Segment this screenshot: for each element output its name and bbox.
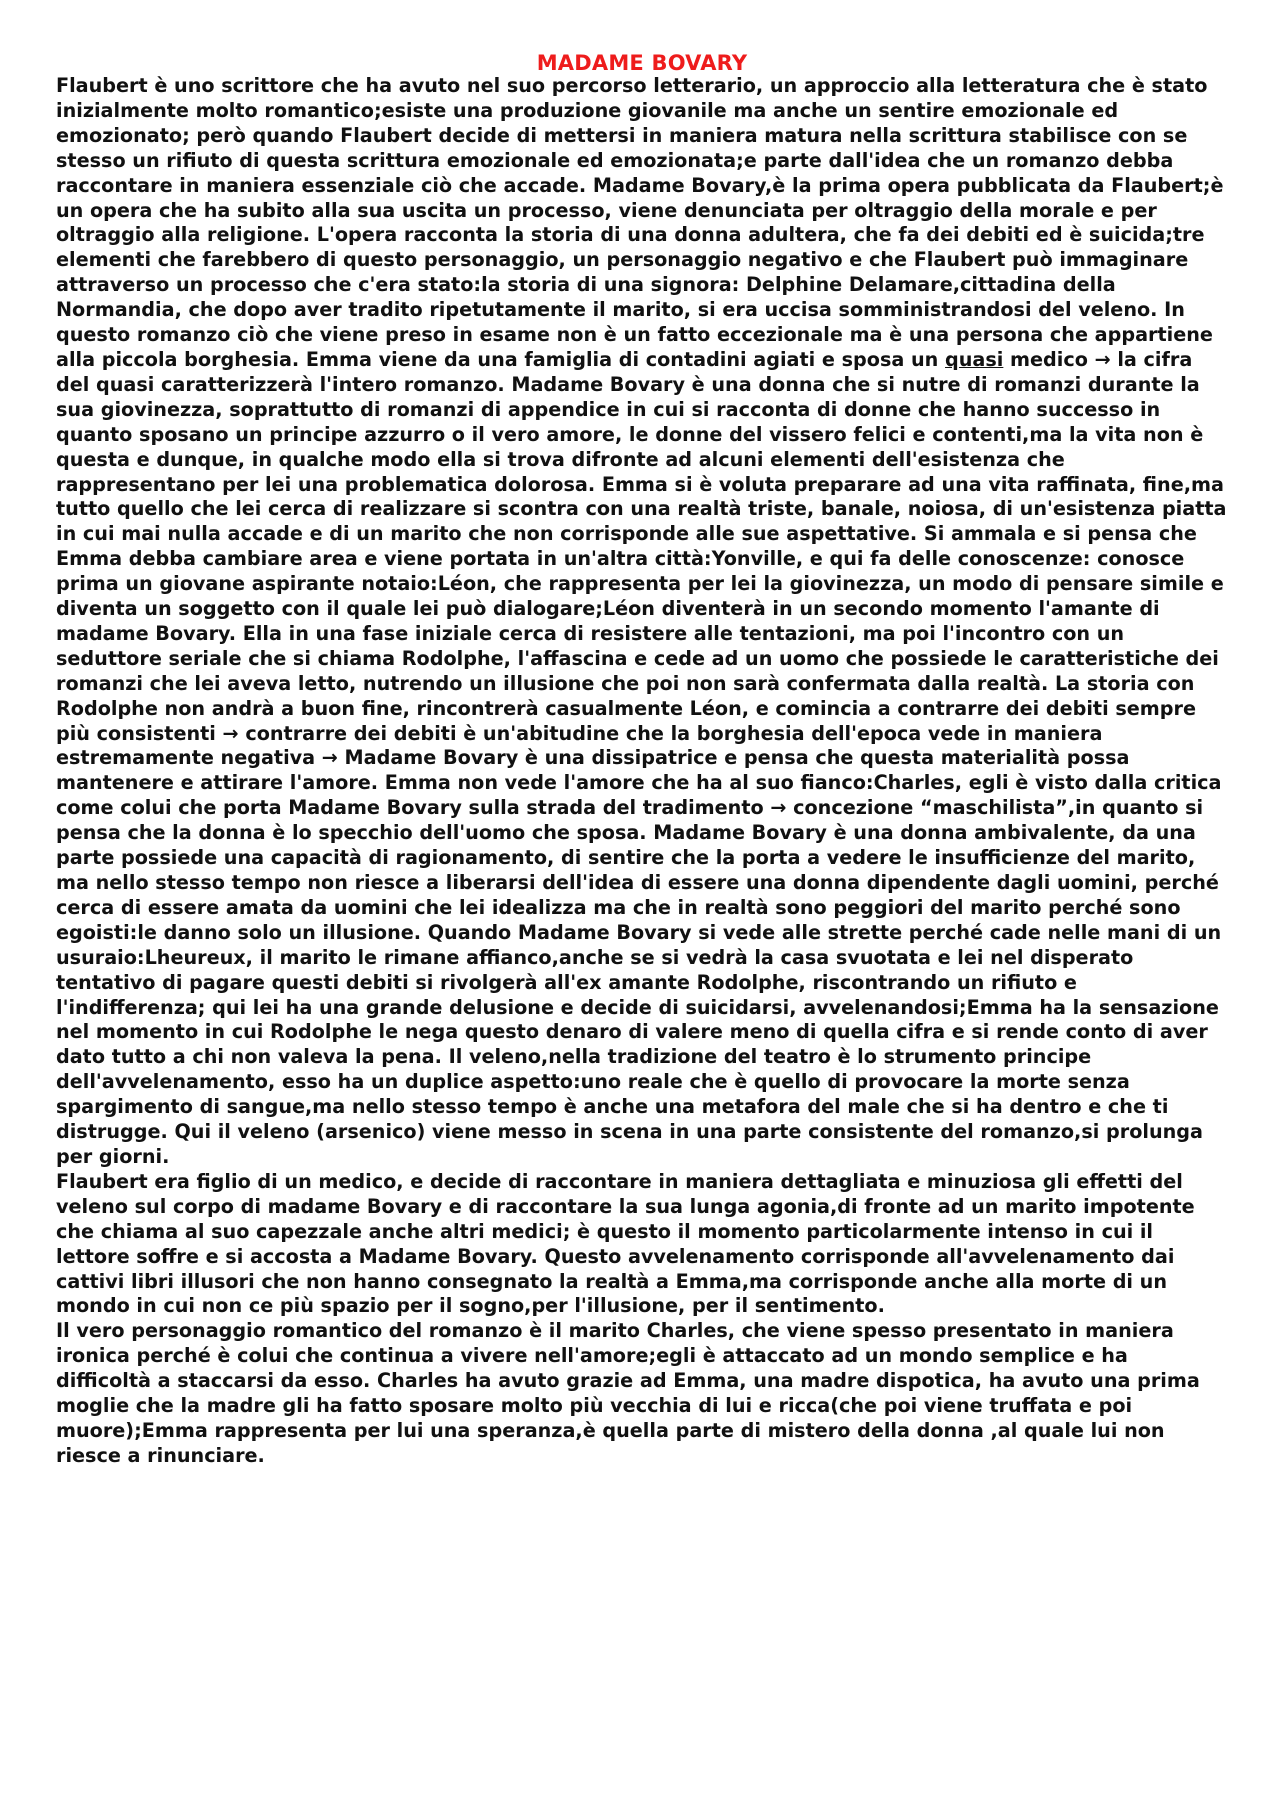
paragraph-1-text-a: Flaubert è uno scrittore che ha avuto nel suo percorso letterario, un approccio alla letteratura che è stato inizialmente molto romantico;esiste una produzione giovanile ma anche un sentire emozionale ed emozionato; però quando Flaubert decide di mettersi in maniera matura nella scrittura stabilisce con se stesso un rifiuto di questa scrittura emozionale ed emozionata;e parte dall'idea che un romanzo debba raccontare in maniera essenziale ciò che accade. Madame Bovary,è la prima opera pubblicata da Flaubert;è un opera che ha subito alla sua uscita un processo, viene denunciata per oltraggio della morale e per oltraggio alla religione. L'opera racconta la storia di una donna adultera, che fa dei debiti ed è suicida;tre elementi che farebbero di questo personaggio, un personaggio negativo e che Flaubert può immaginare attraverso un processo che c'era stato:la storia di una signora: Delphine Delamare,cittadina della Normandia, che dopo aver tradito ripetutamente il marito, si era uccisa somministrandosi del veleno. In questo romanzo ciò che viene preso in esame non è un fatto eccezionale ma è una persona che appartiene alla piccola borghesia. Emma viene da una famiglia di contadini agiati e sposa un (56, 74, 1224, 371)
paragraph-poison-agony: Flaubert era figlio di un medico, e decide di raccontare in maniera dettagliata e minuziosa gli effetti del veleno sul corpo di madame Bovary e di raccontare la sua lunga agonia,di fronte ad un marito impotente che chiama al suo capezzale anche altri medici; è questo il momento particolarmente intenso in cui il lettore soffre e si accosta a Madame Bovary. Questo avvelenamento corrisponde all'avvelenamento dai cattivi libri illusori che non hanno consegnato la realtà a Emma,ma corrisponde anche alla morte di un mondo in cui non ce più spazio per il sogno,per l'illusione, per il sentimento. (56, 1169, 1195, 1318)
underlined-word-quasi: quasi (945, 347, 1004, 371)
paragraph-charles: Il vero personaggio romantico del romanzo è il marito Charles, che viene spesso presentato in maniera ironica perché è colui che continua a vivere nell'amore;egli è attaccato ad un mondo semplice e ha difficoltà a staccarsi da esso. Charles ha avuto grazie ad Emma, una madre dispotica, ha avuto una prima moglie che la madre gli ha fatto sposare molto più vecchia di lui e ricca(che poi viene truffata e poi muore);Emma rappresenta per lui una speranza,è quella parte di mistero della donna ,al quale lui non riesce a rinunciare. (56, 1319, 1200, 1467)
document-page (56, 50, 1228, 1469)
paragraph-intro-and-plot (56, 74, 1228, 1170)
paragraph-1-text-b: medico → la cifra del quasi caratterizzerà l'intero romanzo. Madame Bovary è una donna che si nutre di romanzi durante la sua giovinezza, soprattutto di romanzi di appendice in cui si racconta di donne che hanno successo in quanto sposano un principe azzurro o il vero amore, le donne del vissero felici e contenti,ma la vita non è questa e dunque, in qualche modo ella si trova difronte ad alcuni elementi dell'esistenza che rappresentano per lei una problematica dolorosa. Emma si è voluta preparare ad una vita raffinata, fine,ma tutto quello che lei cerca di realizzare si scontra con una realtà triste, banale, noiosa, di un'esistenza piatta in cui mai nulla accade e di un marito che non corrisponde alle sue aspettative. Si ammala e si pensa che Emma debba cambiare area e viene portata in un'altra città:Yonville, e qui fa delle conoscenze: conosce prima un giovane aspirante notaio:Léon, che rappresenta per lei la giovinezza, un modo di pensare simile e diventa un soggetto con il quale lei può dialogare;Léon diventerà in un secondo momento l'amante di madame Bovary. Ella in una fase iniziale cerca di resistere alle tentazioni, ma poi l'incontro con un seduttore seriale che si chiama Rodolphe, l'affascina e cede ad un uomo che possiede le caratteristiche dei romanzi che lei aveva letto, nutrendo un illusione che poi non sarà confermata dalla realtà. La storia con Rodolphe non andrà a buon fine, rincontrerà casualmente Léon, e comincia a contrarre dei debiti sempre più consistenti → contrarre dei debiti è un'abitudine che la borghesia dell'epoca vede in maniera estremamente negativa → Madame Bovary è una dissipatrice e pensa che questa materialità possa mantenere e attirare l'amore. Emma non vede l'amore che ha al suo fianco:Charles, egli è visto dalla critica come colui che porta Madame Bovary sulla strada del tradimento → concezione “maschilista”,in quanto si pensa che la donna è lo specchio dell'uomo che sposa. Madame Bovary è una donna ambivalente, da una parte possiede una capacità di ragionamento, di sentire che la porta a vedere le insufficienze del marito, ma nello stesso tempo non riesce a liberarsi dell'idea di essere una donna dipendente dagli uomini, perché cerca di essere amata da uomini che lei idealizza ma che in realtà sono peggiori del marito perché sono egoisti:le danno solo un illusione. Quando Madame Bovary si vede alle strette perché cade nelle mani di un usuraio:Lheureux, il marito le rimane affianco,anche se si vedrà la casa svuotata e lei nel disperato tentativo di pagare questi debiti si rivolgerà all'ex amante Rodolphe, riscontrando un rifiuto e l'indifferenza; qui lei ha una grande delusione e decide di suicidarsi, avvelenandosi;Emma ha la sensazione nel momento in cui Rodolphe le nega questo denaro di valere meno di quella cifra e si rende conto di aver dato tutto a chi non valeva la pena. Il veleno,nella tradizione del teatro è lo strumento principe dell'avvelenamento, esso ha un duplice aspetto:uno reale che è quello di provocare la morte senza spargimento di sangue,ma nello stesso tempo è anche una metafora del male che si ha dentro e che ti distrugge. Qui il veleno (arsenico) viene messo in scena in una parte consistente del romanzo,si prolunga per giorni. (56, 347, 1227, 1168)
document-title: MADAME BOVARY (536, 51, 748, 75)
